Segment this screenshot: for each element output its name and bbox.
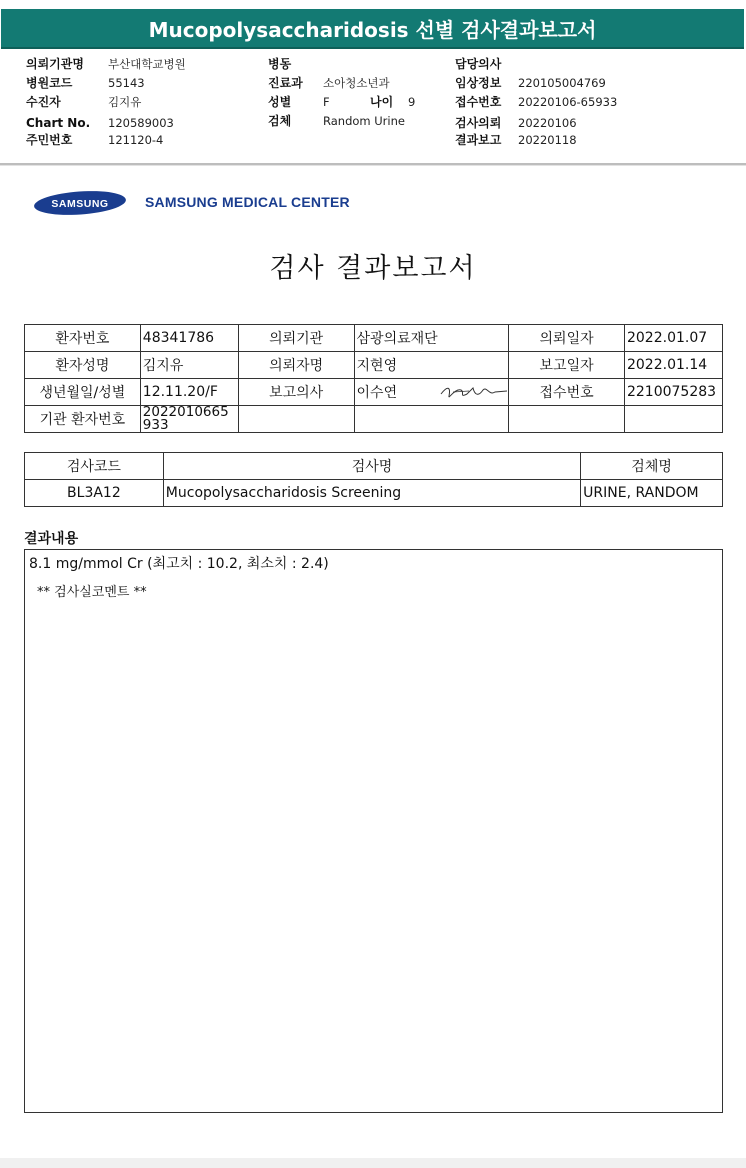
value-result-report: 20220118 [518,133,577,147]
label-sex: 성별 [268,95,292,109]
cell-label: 생년월일/성별 [25,379,141,406]
cell-label: 환자성명 [25,352,141,379]
header-divider-shadow [0,165,746,166]
cell-empty [624,406,722,433]
cell-label: 의뢰일자 [509,325,625,352]
value-department: 소아청소년과 [323,76,390,90]
label-test-request: 검사의뢰 [455,116,502,130]
value-test-request: 20220106 [518,116,577,130]
cell-empty [354,406,509,433]
cell-label: 환자번호 [25,325,141,352]
cell-birthdate-sex: 12.11.20/F [140,379,238,406]
table-row [25,379,723,406]
value-chart-no: 120589003 [108,116,174,130]
table-row [25,480,723,507]
lab-comment-heading: ** 검사실코멘트 ** [37,585,147,600]
cell-label: 보고의사 [238,379,354,406]
value-clinical-info: 220105004769 [518,76,606,90]
samsung-logo [33,190,127,216]
cell-receipt-no: 2210075283 [624,379,722,406]
doctor-signature [439,382,509,402]
cell-label: 의뢰기관 [238,325,354,352]
header-specimen-name: 검체명 [581,453,723,480]
cell-label: 의뢰자명 [238,352,354,379]
cell-label: 접수번호 [509,379,625,406]
test-info-table [24,452,723,507]
value-specimen: Random Urine [323,114,405,128]
table-header-row [25,453,723,480]
patient-info-table [24,324,723,433]
center-name: SAMSUNG MEDICAL CENTER [145,194,350,210]
label-specimen: 검체 [268,114,292,128]
value-sex: F [323,95,330,109]
header-test-name: 검사명 [163,453,580,480]
reporting-doctor-name: 이수연 [356,385,398,401]
samsung-logo-text: SAMSUNG [51,198,109,210]
label-ward: 병동 [268,57,292,71]
cell-label: 기관 환자번호 [25,406,141,433]
report-title: 검사 결과보고서 [269,253,477,284]
label-age: 나이 [370,95,394,109]
table-row [25,352,723,379]
label-examinee: 수진자 [26,95,61,109]
label-resident-no: 주민번호 [26,133,73,147]
label-hospital-code: 병원코드 [26,76,73,90]
result-content-box [24,549,723,1113]
cell-reporting-doctor [354,379,509,406]
value-referring-institution: 부산대학교병원 [108,57,186,71]
cell-test-code: BL3A12 [25,480,164,507]
cell-requesting-org: 삼광의료재단 [354,325,509,352]
result-section-title: 결과내용 [24,531,79,547]
report-banner-title: Mucopolysaccharidosis 선별 검사결과보고서 [1,9,744,49]
label-chart-no: Chart No. [26,116,91,130]
header-test-code: 검사코드 [25,453,164,480]
value-hospital-code: 55143 [108,76,145,90]
cell-report-date: 2022.01.14 [624,352,722,379]
cell-request-date: 2022.01.07 [624,325,722,352]
value-age: 9 [408,95,416,109]
cell-patient-no: 48341786 [140,325,238,352]
label-attending-doctor: 담당의사 [455,57,502,71]
value-receipt-no: 20220106-65933 [518,95,618,109]
label-referring-institution: 의뢰기관명 [26,57,84,71]
header-info [0,55,746,155]
value-examinee: 김지유 [108,95,142,109]
cell-empty [509,406,625,433]
label-department: 진료과 [268,76,303,90]
cell-specimen-name: URINE, RANDOM [581,480,723,507]
bottom-bar [0,1158,746,1168]
table-row [25,325,723,352]
value-resident-no: 121120-4 [108,133,164,147]
result-value-line: 8.1 mg/mmol Cr (최고치 : 10.2, 최소치 : 2.4) [29,556,329,572]
label-receipt-no: 접수번호 [455,95,502,109]
cell-empty [238,406,354,433]
label-result-report: 결과보고 [455,133,502,147]
cell-requester-name: 지현영 [354,352,509,379]
cell-patient-name: 김지유 [140,352,238,379]
label-clinical-info: 임상정보 [455,76,502,90]
table-row [25,406,723,433]
cell-label: 보고일자 [509,352,625,379]
cell-institution-patient-no: 2022010665933 [140,406,238,433]
cell-test-name: Mucopolysaccharidosis Screening [163,480,580,507]
